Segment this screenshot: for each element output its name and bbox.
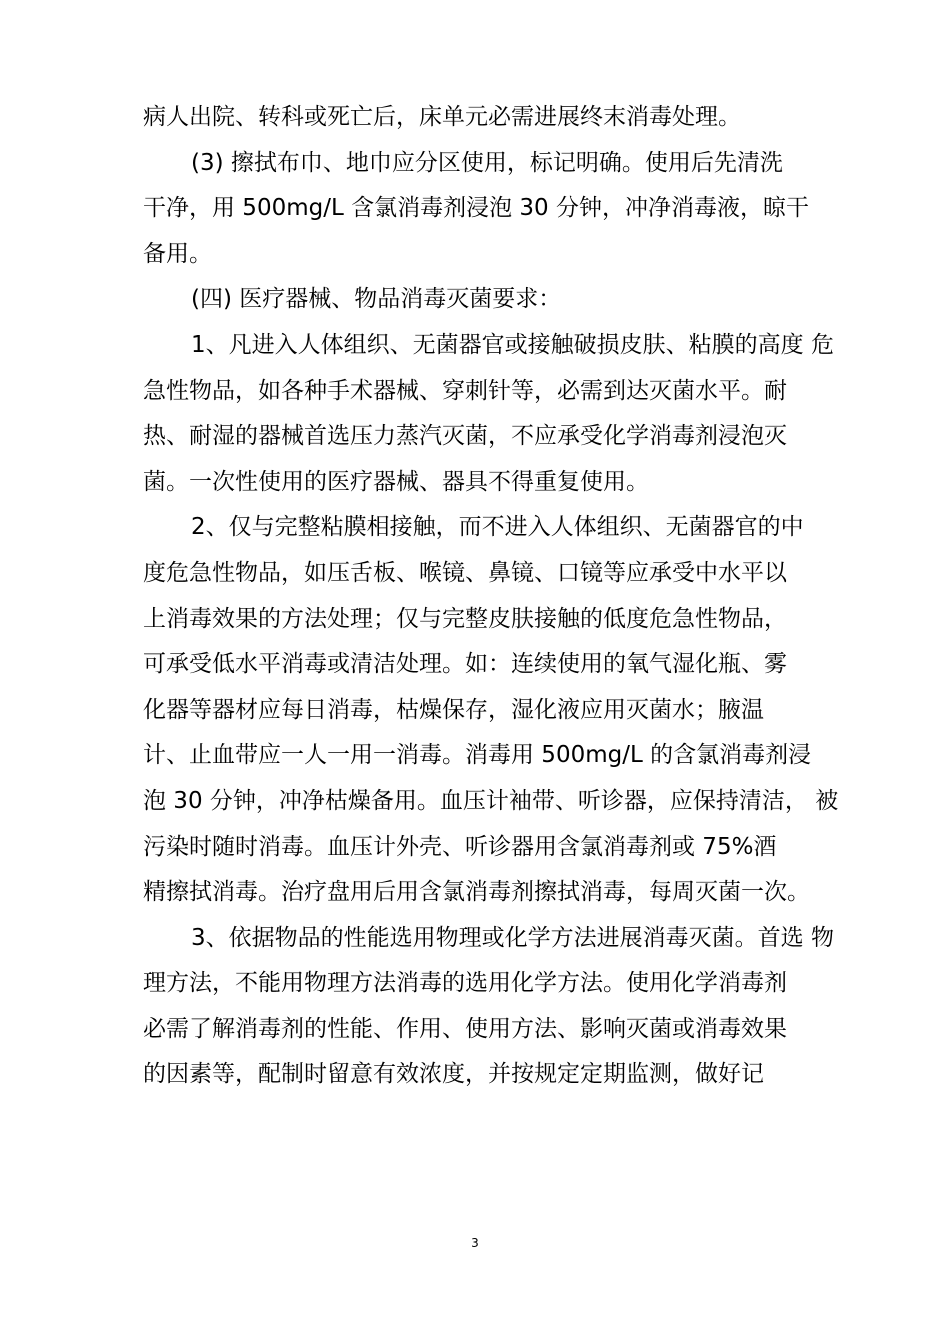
text-line: (3) 擦拭布巾、地巾应分区使用，标记明确。使用后先清洗	[191, 149, 783, 176]
text-line: 菌。一次性使用的医疗器械、器具不得重复使用。	[143, 468, 649, 495]
text-line: 化器等器材应每日消毒，枯燥保存，湿化液应用灭菌水；腋温	[143, 696, 764, 723]
text-line: 计、止血带应一人一用一消毒。消毒用 500mg/L 的含氯消毒剂浸	[143, 742, 812, 769]
text-line: 泡 30 分钟，冲净枯燥备用。血压计袖带、听诊器，应保持清洁， 被	[143, 787, 839, 814]
text-line: 的因素等，配制时留意有效浓度，并按规定定期监测，做好记	[143, 1061, 764, 1088]
text-line: 备用。	[143, 240, 212, 267]
section-heading: (四) 医疗器械、物品消毒灭菌要求：	[191, 286, 562, 313]
text-line: 热、耐湿的器械首选压力蒸汽灭菌，不应承受化学消毒剂浸泡灭	[143, 423, 787, 450]
text-line: 必需了解消毒剂的性能、作用、使用方法、影响灭菌或消毒效果	[143, 1015, 787, 1042]
text-line: 3、依据物品的性能选用物理或化学方法进展消毒灭菌。首选 物	[191, 924, 834, 951]
text-line: 干净，用 500mg/L 含氯消毒剂浸泡 30 分钟，冲净消毒液，晾干	[143, 195, 809, 222]
text-line: 急性物品，如各种手术器械、穿刺针等，必需到达灭菌水平。耐	[143, 377, 787, 404]
text-line: 病人出院、转科或死亡后，床单元必需进展终末消毒处理。	[143, 104, 741, 130]
text-line: 上消毒效果的方法处理；仅与完整皮肤接触的低度危急性物品，	[143, 605, 787, 632]
text-line: 可承受低水平消毒或清洁处理。如：连续使用的氧气湿化瓶、雾	[143, 651, 787, 678]
text-line: 污染时随时消毒。血压计外壳、听诊器用含氯消毒剂或 75%酒	[143, 833, 777, 860]
body-text	[143, 95, 865, 1098]
text-line: 精擦拭消毒。治疗盘用后用含氯消毒剂擦拭消毒，每周灭菌一次。	[143, 879, 810, 906]
text-line: 度危急性物品，如压舌板、喉镜、鼻镜、口镜等应承受中水平以	[143, 559, 787, 586]
page-number: 3	[471, 1236, 479, 1250]
text-line: 理方法，不能用物理方法消毒的选用化学方法。使用化学消毒剂	[143, 970, 787, 997]
text-line: 1、凡进入人体组织、无菌器官或接触破损皮肤、粘膜的高度 危	[191, 331, 834, 358]
text-line: 2、仅与完整粘膜相接触，而不进入人体组织、无菌器官的中	[191, 514, 804, 541]
